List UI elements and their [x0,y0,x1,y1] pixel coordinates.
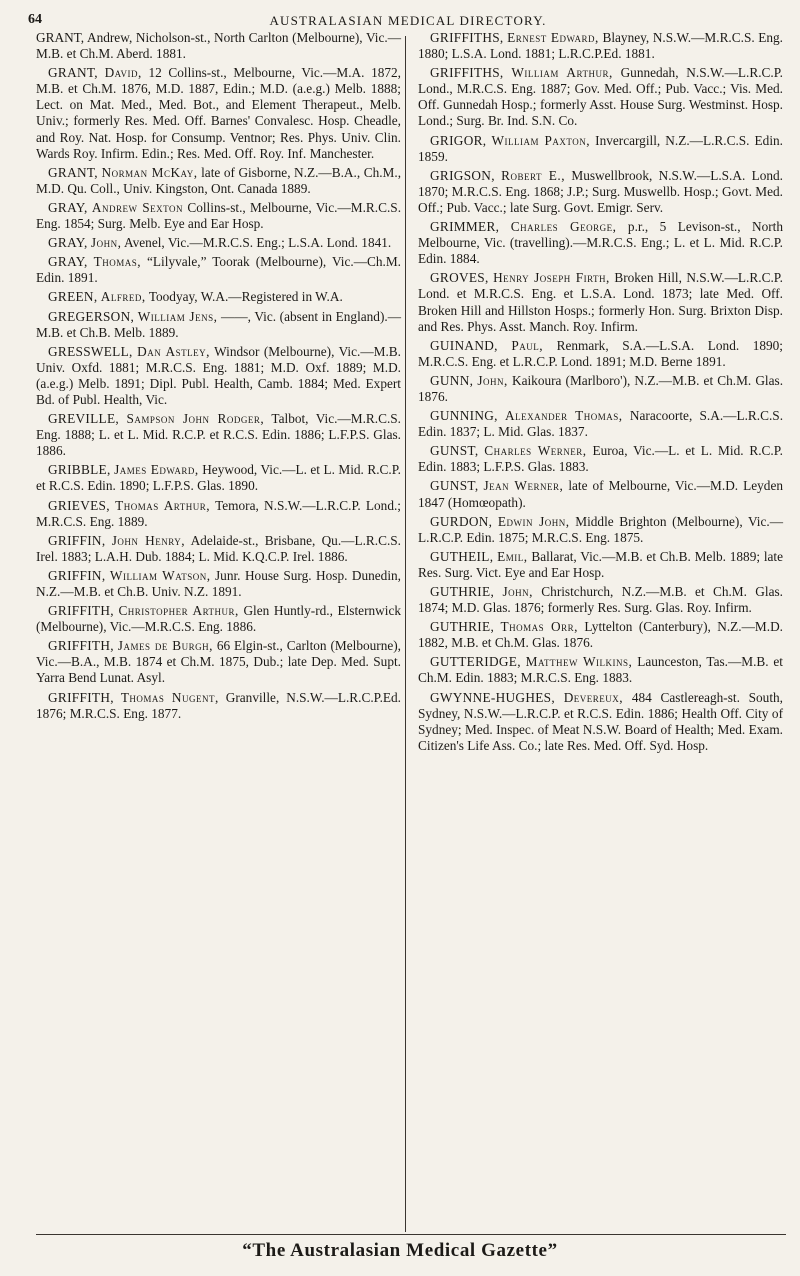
entry-details: Middle Brighton (Melbourne), Vic.—L.R.C.P. Edin. 1875; M.R.C.S. Eng. 1875. [418,513,784,545]
entry-surname: GREVILLE, [48,411,120,427]
entry-details: Windsor (Melbourne), Vic.—M.B. Univ. Oxfd. 1881; M.R.C.S. Eng. 1881; M.D. Oxf. 1889; M.D. (a.e.g.) Melb. 1891; Dipl. Publ. Health, Camb. 1884; Med. Expert Bd. of Publ. Health, Vic. [36,343,401,407]
entry-given-names: David, [104,65,142,81]
entry-details: ——, Vic. (absent in England).—M.B. et Ch.B. Melb. 1889. [36,308,402,340]
entry-surname: GRAY, [48,254,88,270]
directory-entry [36,603,401,635]
entry-details: Adelaide-st., Brisbane, Qu.—L.R.C.S. Irel. 1883; L.A.H. Dub. 1884; L. Mid. K.Q.C.P. Irel. 1886. [36,532,401,564]
entry-details: Kaikoura (Marlboro'), N.Z.—M.B. et Ch.M. Glas. 1876. [418,372,784,404]
directory-entry [36,200,401,232]
directory-entry [418,219,783,267]
entry-given-names: Thomas, [93,254,142,270]
directory-entry [418,338,783,370]
directory-entry [418,65,783,129]
entry-surname: GUNN, [430,372,474,388]
entry-given-names: William Paxton, [491,132,591,148]
directory-entry [36,568,401,600]
entry-given-names: Thomas Orr, [500,619,578,635]
directory-entry [36,638,401,686]
entry-given-names: Matthew Wilkins, [525,654,633,670]
footer-advert: “The Australasian Medical Gazette” [242,1240,558,1261]
entry-surname: GRAY, [48,199,88,215]
entry-given-names: William Jens, [137,308,218,324]
page-number: 64 [28,12,42,27]
directory-entry [36,344,401,408]
directory-entry [418,373,783,405]
directory-entry [36,254,401,286]
entry-given-names: John, [502,584,533,599]
entry-surname: GRIFFIN, [48,567,106,583]
page-header [28,8,788,30]
entry-surname: GUNST, [430,443,479,459]
entry-given-names: John, [477,372,508,388]
entry-surname: GRESSWELL, [48,343,133,359]
entry-details: Junr. House Surg. Hosp. Dunedin, N.Z.—M.B. et Ch.B. Univ. N.Z. 1891. [36,567,401,599]
entry-surname: GUNST, [430,478,479,494]
entry-details: Muswellbrook, N.S.W.—L.S.A. Lond. 1870; M.R.C.S. Eng. 1868; J.P.; Surg. Muswellb. Hosp.; Govt. Med. Off.; Pub. Vacc.; late Surg. Govt. Emigr. Serv. [418,167,784,215]
directory-entry [36,309,401,341]
entry-details: GRANT, Andrew, Nicholson-st., North Carlton (Melbourne), Vic.—M.B. et Ch.M. Aberd. 1881. [36,30,401,62]
entry-surname: GUTHRIE, [430,619,495,635]
entry-details: Euroa, Vic.—L. et L. Mid. R.C.P. Edin. 1883; L.F.P.S. Glas. 1883. [418,443,783,475]
entry-details: Renmark, S.A.—L.S.A. Lond. 1890; M.R.C.S. Eng. et L.R.C.P. Lond. 1891; M.D. Berne 1891. [418,337,783,369]
entry-details: “Lilyvale,” Toorak (Melbourne), Vic.—Ch.M. Edin. 1891. [36,254,401,286]
directory-entry [36,690,401,722]
running-title: AUSTRALASIAN MEDICAL DIRECTORY. [269,13,547,28]
entry-given-names: James de Burgh, [117,638,213,654]
left-column [36,30,401,725]
directory-entry [418,654,783,686]
directory-entry [36,411,401,459]
entry-surname: GWYNNE-HUGHES, [430,689,555,705]
entry-given-names: Paul, [511,337,544,353]
entry-surname: GRIGSON, [430,167,495,183]
entry-details: 484 Castlereagh-st. South, Sydney, N.S.W.—L.R.C.P. et R.C.S. Edin. 1886; Health Off. City of Sydney; Med. Inspec. of Meat N.S.W. Board of Health; Med. Exam. Citizen's Life Ass. Co.; late Res. Med. Off. Syd. Hosp. [418,689,784,753]
entry-details: Invercargill, N.Z.—L.R.C.S. Edin. 1859. [418,132,783,164]
entry-given-names: William Watson, [109,567,211,583]
entry-surname: GRAY, [48,235,88,251]
entry-details: Avenel, Vic.—M.R.C.S. Eng.; L.S.A. Lond. 1841. [124,235,392,251]
entry-given-names: Robert E., [501,167,566,183]
entry-given-names: Alexander Thomas, [505,408,623,424]
entry-surname: GREEN, [48,289,98,305]
entry-given-names: Alfred, [100,289,146,305]
entry-details: late of Gisborne, N.Z.—B.A., Ch.M., M.D. Qu. Coll., Univ. Kingston, Ont. Canada 1889. [36,164,402,196]
entry-details: Talbot, Vic.—M.R.C.S. Eng. 1888; L. et L. Mid. R.C.P. et R.C.S. Edin. 1886; L.F.P.S. Glas. 1886. [36,411,402,459]
entry-details: 12 Collins-st., Melbourne, Vic.—M.A. 1872, M.B. et Ch.M. 1876, M.D. 1887, Edin.; M.D. (a.e.g.) Melb. 1888; Lect. on Mat. Med., Med. Bot., and Element Therapeut., Melb. Univ.; formerly Res. Med. Off. Barnes' Convalesc. Hosp. Cheadle, and Roy. Nat. Hosp. for Consump. Ventnor; Res. Phys. Univ. Clin. Wards Roy. Infirm. Edin.; Res. Med. Off. Roy. Inf. Manchester. [36,65,402,161]
entry-surname: GRANT, [48,65,98,81]
entry-given-names: Andrew Sexton [91,199,184,215]
entry-surname: GRIFFITHS, [430,30,504,45]
entry-surname: GRIFFIN, [48,532,106,548]
entry-surname: GURDON, [430,513,493,529]
entry-given-names: William Arthur, [511,65,613,81]
entry-surname: GRIGOR, [430,132,487,148]
entry-given-names: Ernest Edward, [507,30,599,45]
entry-given-names: James Edward, [114,462,199,478]
entry-details: Launceston, Tas.—M.B. et Ch.M. Edin. 1883; M.R.C.S. Eng. 1883. [418,654,784,686]
entry-details: Toodyay, W.A.—Registered in W.A. [148,289,343,305]
entry-details: p.r., 5 Levison-st., North Melbourne, Vic. (travelling).—M.R.C.S. Eng.; L. et L. Mid. R.C.P. Edin. 1884. [418,219,784,267]
directory-entry [36,533,401,565]
column-divider [405,36,406,1232]
entry-given-names: Edwin John, [497,513,570,529]
entry-given-names: Charles George, [510,219,617,235]
entry-details: Christchurch, N.Z.—M.B. et Ch.M. Glas. 1874; M.D. Glas. 1876; formerly Res. Surg. Glas. Roy. Infirm. [418,584,784,616]
entry-details: Lyttelton (Canterbury), N.Z.—M.D. 1882, M.B. et Ch.M. Glas. 1876. [418,619,783,651]
entry-given-names: Christopher Arthur, [118,603,239,619]
directory-entry [418,514,783,546]
entry-details: Temora, N.S.W.—L.R.C.P. Lond.; M.R.C.S. Eng. 1889. [36,497,402,529]
entry-surname: GRANT, [48,164,98,180]
entry-given-names: Henry Joseph Firth, [493,270,610,286]
entry-surname: GRIFFITH, [48,603,114,619]
directory-entry [418,690,783,754]
entry-surname: GRIBBLE, [48,462,111,478]
entry-details: Naracoorte, S.A.—L.R.C.S. Edin. 1837; L. Mid. Glas. 1837. [418,408,784,440]
entry-given-names: Thomas Arthur, [115,497,211,513]
directory-entry [36,65,401,162]
entry-surname: GROVES, [430,270,489,286]
entry-details: Ballarat, Vic.—M.B. et Ch.B. Melb. 1889; late Res. Surg. Vict. Eye and Ear Hosp. [418,548,784,580]
entry-surname: GRIEVES, [48,497,110,513]
directory-entry [418,30,783,62]
directory-entry [418,408,783,440]
directory-entry [36,30,401,62]
entry-surname: GUTHEIL, [430,548,494,564]
entry-details: Heywood, Vic.—L. et L. Mid. R.C.P. et R.C.S. Edin. 1890; L.F.P.S. Glas. 1890. [36,462,401,494]
entry-surname: GRIFFITH, [48,638,114,654]
entry-surname: GREGERSON, [48,308,135,324]
directory-entry [418,549,783,581]
entry-surname: GUINAND, [430,337,498,353]
directory-entry [36,235,401,251]
entry-surname: GUNNING, [430,408,498,424]
directory-entry [418,270,783,334]
entry-details: Collins-st., Melbourne, Vic.—M.R.C.S. Eng. 1854; Surg. Melb. Eye and Ear Hosp. [36,199,402,232]
entry-given-names: Devereux, [563,689,624,705]
entry-details: Broken Hill, N.S.W.—L.R.C.P. Lond. et M.R.C.S. Eng. et L.S.A. Lond. 1873; late Med. Off. Broken Hill and Hillston Hosps.; formerly Hon. Surg. Brixton Disp. and Res. Phys. Asst. Manch. Roy. Infirm. [418,270,784,334]
entry-surname: GUTTERIDGE, [430,654,521,670]
entry-given-names: Sampson John Rodger, [126,411,265,427]
entry-details: Blayney, N.S.W.—M.R.C.S. Eng. 1880; L.S.A. Lond. 1881; L.R.C.P.Ed. 1881. [418,30,784,62]
entry-given-names: Dan Astley, [137,343,210,359]
entry-details: Glen Huntly-rd., Elsternwick (Melbourne), Vic.—M.R.C.S. Eng. 1886. [36,603,401,635]
entry-given-names: John, [90,235,122,251]
entry-details: Gunnedah, N.S.W.—L.R.C.P. Lond., M.R.C.S. Eng. 1887; Gov. Med. Off.; Pub. Vacc.; Vis. Med. Off. Gunnedah Hosp.; formerly Asst. House Surg. Westminst. Hosp. Lond.; Surg. Br. Ind. S.N. Co. [418,65,783,129]
entry-given-names: Charles Werner, [484,443,587,459]
directory-entry [418,619,783,651]
directory-entry [418,443,783,475]
directory-entry [418,584,783,616]
directory-entry [36,289,401,305]
directory-entry [418,133,783,165]
entry-given-names: Jean Werner, [483,478,564,494]
entry-surname: GRIFFITH, [48,689,114,705]
directory-entry [36,498,401,530]
entry-given-names: Emil, [497,548,528,564]
entry-surname: GRIMMER, [430,219,500,235]
entry-details: 66 Elgin-st., Carlton (Melbourne), Vic.—B.A., M.B. 1874 et Ch.M. 1875, Dub.; late Dep. Med. Supt. Yarra Bend Lunat. Asyl. [36,638,402,686]
entry-surname: GUTHRIE, [430,584,495,599]
directory-entry [418,478,783,510]
entry-surname: GRIFFITHS, [430,65,504,81]
right-column [418,30,783,757]
directory-entry [36,165,401,197]
entry-given-names: John Henry, [111,532,186,548]
footer-rule [36,1234,786,1235]
entry-given-names: Norman McKay, [101,164,198,180]
directory-entry [418,168,783,216]
entry-details: late of Melbourne, Vic.—M.D. Leyden 1847 (Homœopath). [418,478,783,510]
entry-details: Granville, N.S.W.—L.R.C.P.Ed. 1876; M.R.C.S. Eng. 1877. [36,689,401,721]
directory-entry [36,462,401,494]
entry-given-names: Thomas Nugent, [120,689,219,705]
